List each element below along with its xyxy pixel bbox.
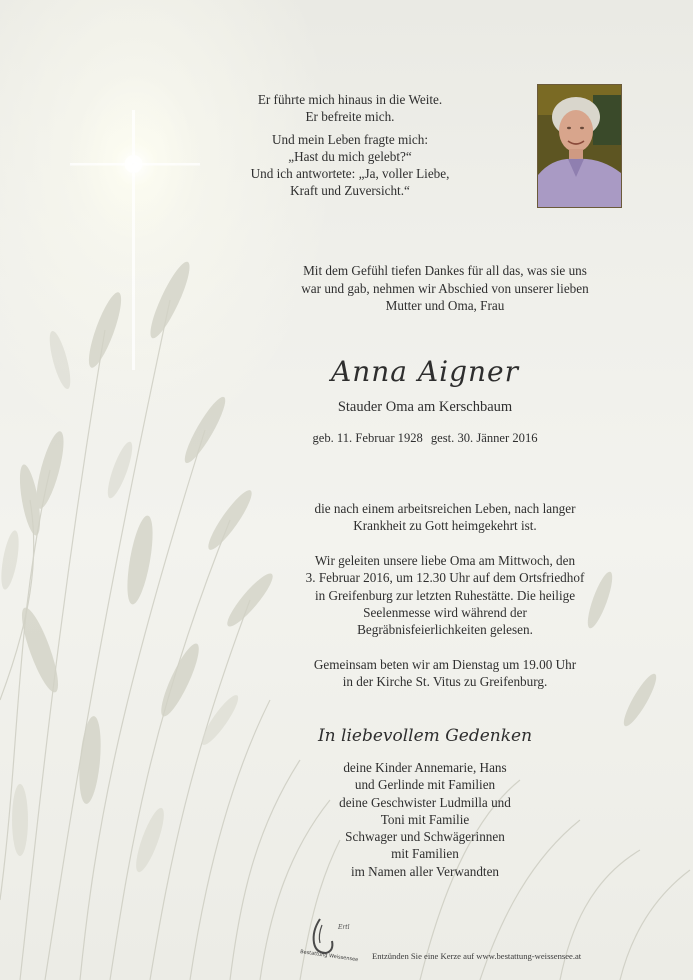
poem <box>230 91 470 205</box>
poem-line: Und mein Leben fragte mich: <box>272 132 428 147</box>
portrait-photo <box>537 84 622 208</box>
poem-stanza-2 <box>230 131 470 199</box>
death-date: gest. 30. Jänner 2016 <box>430 431 538 445</box>
deceased-name: Anna Aigner <box>331 355 519 388</box>
mourner-line: Toni mit Familie <box>380 811 470 827</box>
poem-line: „Hast du mich gelebt?“ <box>288 149 412 164</box>
poem-line: Er befreite mich. <box>305 109 395 124</box>
text-line: in Greifenburg zur letzten Ruhestätte. Die heilige <box>314 587 576 603</box>
life-dates <box>300 431 550 446</box>
portrait-icon <box>538 85 621 207</box>
memorial-heading: In liebevollem Gedenken <box>317 726 533 746</box>
text-line: 3. Februar 2016, um 12.30 Uhr auf dem Ortsfriedhof <box>305 570 585 586</box>
text-line: Gemeinsam beten wir am Dienstag um 19.00 Uhr <box>313 656 577 672</box>
intro-line: Mit dem Gefühl tiefen Dankes für all das, was sie uns <box>303 263 587 278</box>
mourner-line: Schwager und Schwägerinnen <box>345 829 505 845</box>
announcement-text <box>270 500 620 708</box>
text-line: Krankheit zu Gott heimgekehrt ist. <box>353 518 537 534</box>
announcement-paragraph-3 <box>270 656 620 691</box>
mourner-line: mit Familien <box>391 846 459 862</box>
text-line: Seelenmesse wird während der <box>363 605 527 621</box>
candle-link[interactable]: Entzünden Sie eine Kerze auf www.bestattung-weissensee.at <box>372 951 582 961</box>
logo-small-text: Ertl <box>338 924 350 931</box>
deceased-nickname: Stauder Oma am Kerschbaum <box>337 399 513 415</box>
text-line: Wir geleiten unsere liebe Oma am Mittwoch, den <box>314 552 576 568</box>
intro-line: Mutter und Oma, Frau <box>385 298 505 313</box>
mourner-line: deine Geschwister Ludmilla und <box>339 794 511 810</box>
poem-line: Er führte mich hinaus in die Weite. <box>257 92 443 107</box>
mourner-line: im Namen aller Verwandten <box>350 863 500 879</box>
birth-date: geb. 11. Februar 1928 <box>312 431 423 445</box>
text-line: in der Kirche St. Vitus zu Greifenburg. <box>342 674 548 690</box>
poem-stanza-1 <box>230 91 470 125</box>
text-line: Begräbnisfeierlichkeiten gelesen. <box>357 622 533 638</box>
mourner-line: und Gerlinde mit Familien <box>354 777 496 793</box>
text-line: die nach einem arbeitsreichen Leben, nach langer <box>314 501 576 516</box>
announcement-paragraph-2 <box>270 552 620 639</box>
mourners-list <box>300 759 550 880</box>
poem-line: Und ich antwortete: „Ja, voller Liebe, <box>250 166 450 181</box>
funeral-home-logo <box>298 913 368 963</box>
logo-text: Bestattung Weissensee <box>299 949 359 963</box>
intro-line: war und gab, nehmen wir Abschied von unserer lieben <box>301 280 589 296</box>
poem-line: Kraft und Zuversicht.“ <box>290 183 410 198</box>
mourner-line: deine Kinder Annemarie, Hans <box>343 760 507 775</box>
intro-text <box>270 262 620 315</box>
announcement-paragraph-1 <box>270 500 620 535</box>
